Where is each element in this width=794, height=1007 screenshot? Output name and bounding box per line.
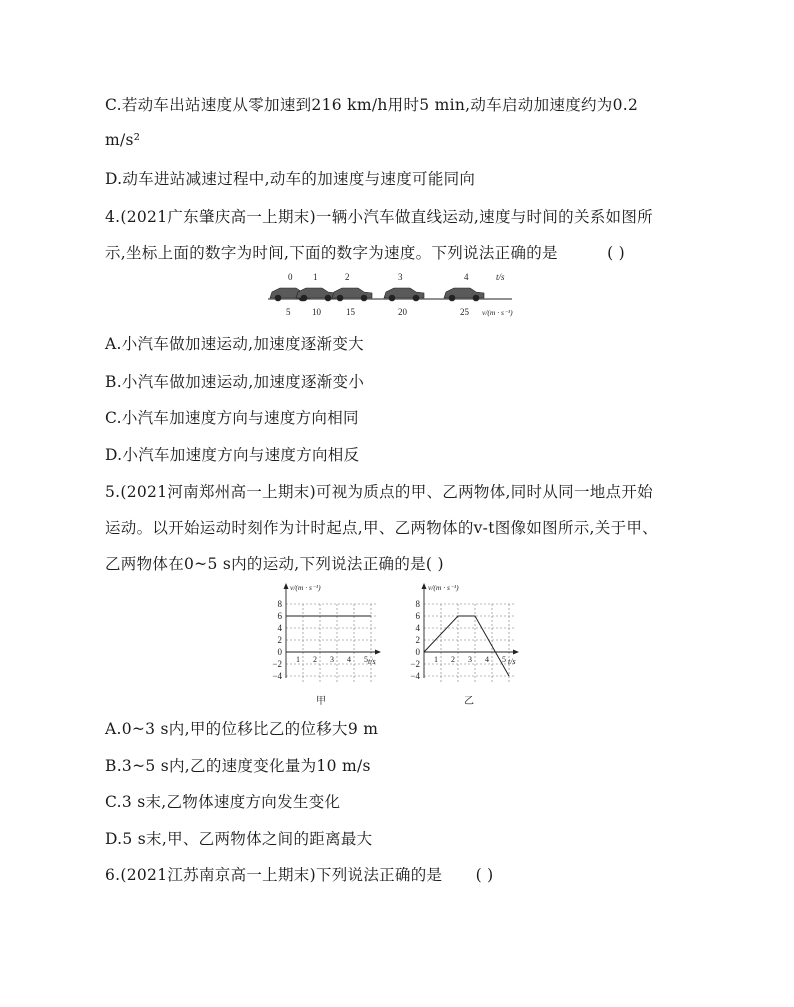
speed-label: 20	[398, 307, 407, 317]
jia-x-tick-label: 1	[296, 655, 300, 664]
vt-graph-jia	[252, 580, 392, 708]
car-motion-figure	[262, 268, 542, 320]
q5-option-a: A.0~3 s内,甲的位移比乙的位移大9 m	[105, 720, 379, 738]
q5-option-c: C.3 s末,乙物体速度方向发生变化	[105, 793, 341, 811]
jia-x-tick-label: 2	[313, 655, 317, 664]
jia-x-arrow	[375, 650, 381, 655]
jia-y-ticks	[272, 599, 282, 681]
q5-stem-line2: 运动。以开始运动时刻作为计时起点,甲、乙两物体的v-t图像如图所示,关于甲、	[105, 519, 658, 537]
d-option: D.动车进站减速过程中,动车的加速度与速度可能同向	[105, 170, 476, 188]
yi-y-tick-label: 8	[415, 599, 420, 609]
jia-y-tick-label: −4	[272, 671, 282, 681]
q5-stem-line3: 乙两物体在0~5 s内的运动,下列说法正确的是( )	[105, 555, 444, 573]
jia-x-axis-label: t/s	[368, 657, 376, 666]
q4-option-d: D.小汽车加速度方向与速度方向相反	[105, 446, 360, 464]
time-label: 0	[288, 272, 293, 282]
yi-y-arrow	[422, 583, 427, 589]
speed-labels	[286, 307, 513, 317]
q5-stem-line1: 5.(2021河南郑州高一上期末)可视为质点的甲、乙两物体,同时从同一地点开始	[105, 483, 653, 501]
q6-answer-blank: ( )	[475, 866, 494, 884]
c-option-line1: C.若动车出站速度从零加速到216 km/h用时5 min,动车启动加速度约为0.2	[105, 96, 639, 114]
yi-x-tick-label: 2	[451, 655, 455, 664]
yi-x-arrow	[513, 650, 519, 655]
speed-label: 15	[346, 307, 355, 317]
jia-y-axis-label: v/(m · s⁻¹)	[290, 583, 321, 592]
jia-y-tick-label: 6	[277, 611, 282, 621]
speed-label: 5	[286, 307, 291, 317]
jia-y-tick-label: 0	[277, 647, 282, 657]
jia-y-tick-label: 2	[277, 635, 282, 645]
time-labels	[288, 272, 505, 282]
yi-x-tick-label: 3	[468, 655, 472, 664]
q6-stem-text: 6.(2021江苏南京高一上期末)下列说法正确的是	[105, 866, 443, 884]
q5-option-b: B.3~5 s内,乙的速度变化量为10 m/s	[105, 757, 371, 775]
yi-x-tick-label: 5	[502, 655, 506, 664]
q4-answer-blank: ( )	[607, 244, 626, 262]
t-axis-label: t/s	[496, 272, 505, 282]
yi-y-tick-label: 0	[415, 647, 420, 657]
v-axis-label: v/(m · s⁻¹)	[482, 308, 513, 317]
jia-y-tick-label: 4	[277, 623, 282, 633]
q5-option-d: D.5 s末,甲、乙两物体之间的距离最大	[105, 830, 373, 848]
q4-stem-line2	[105, 241, 625, 263]
yi-y-tick-label: −4	[410, 671, 420, 681]
q4-option-c: C.小汽车加速度方向与速度方向相同	[105, 409, 359, 427]
jia-caption: 甲	[316, 696, 326, 707]
time-label: 1	[313, 272, 318, 282]
jia-y-tick-label: −2	[272, 659, 282, 669]
vt-graph-yi	[398, 580, 538, 708]
jia-x-ticks	[296, 655, 368, 664]
time-label: 3	[398, 272, 403, 282]
yi-y-ticks	[410, 599, 420, 681]
yi-x-tick-label: 1	[434, 655, 438, 664]
yi-velocity-line	[424, 616, 509, 676]
c-option-unit: m/s²	[105, 131, 141, 149]
speed-label: 10	[312, 307, 321, 317]
yi-y-tick-label: 2	[415, 635, 420, 645]
q4-stem-line1: 4.(2021广东肇庆高一上期末)一辆小汽车做直线运动,速度与时间的关系如图所	[105, 208, 653, 226]
yi-x-axis-label: t/s	[508, 657, 516, 666]
jia-x-tick-label: 3	[330, 655, 334, 664]
yi-y-tick-label: 4	[415, 623, 420, 633]
yi-y-tick-label: −2	[410, 659, 420, 669]
yi-x-tick-label: 4	[485, 655, 489, 664]
jia-y-tick-label: 8	[277, 599, 282, 609]
yi-y-axis-label: v/(m · s⁻¹)	[428, 583, 459, 592]
yi-x-ticks	[434, 655, 506, 664]
q4-stem-text: 示,坐标上面的数字为时间,下面的数字为速度。下列说法正确的是	[105, 244, 558, 262]
jia-y-arrow	[284, 583, 289, 589]
time-label: 2	[345, 272, 350, 282]
q6-stem	[105, 863, 494, 885]
time-label: 4	[464, 272, 469, 282]
yi-caption: 乙	[464, 696, 474, 707]
yi-y-tick-label: 6	[415, 611, 420, 621]
jia-x-tick-label: 5	[364, 655, 368, 664]
q4-option-a: A.小汽车做加速运动,加速度逐渐变大	[105, 335, 364, 353]
speed-label: 25	[460, 307, 469, 317]
q4-option-b: B.小汽车做加速运动,加速度逐渐变小	[105, 373, 365, 391]
jia-x-tick-label: 4	[347, 655, 351, 664]
